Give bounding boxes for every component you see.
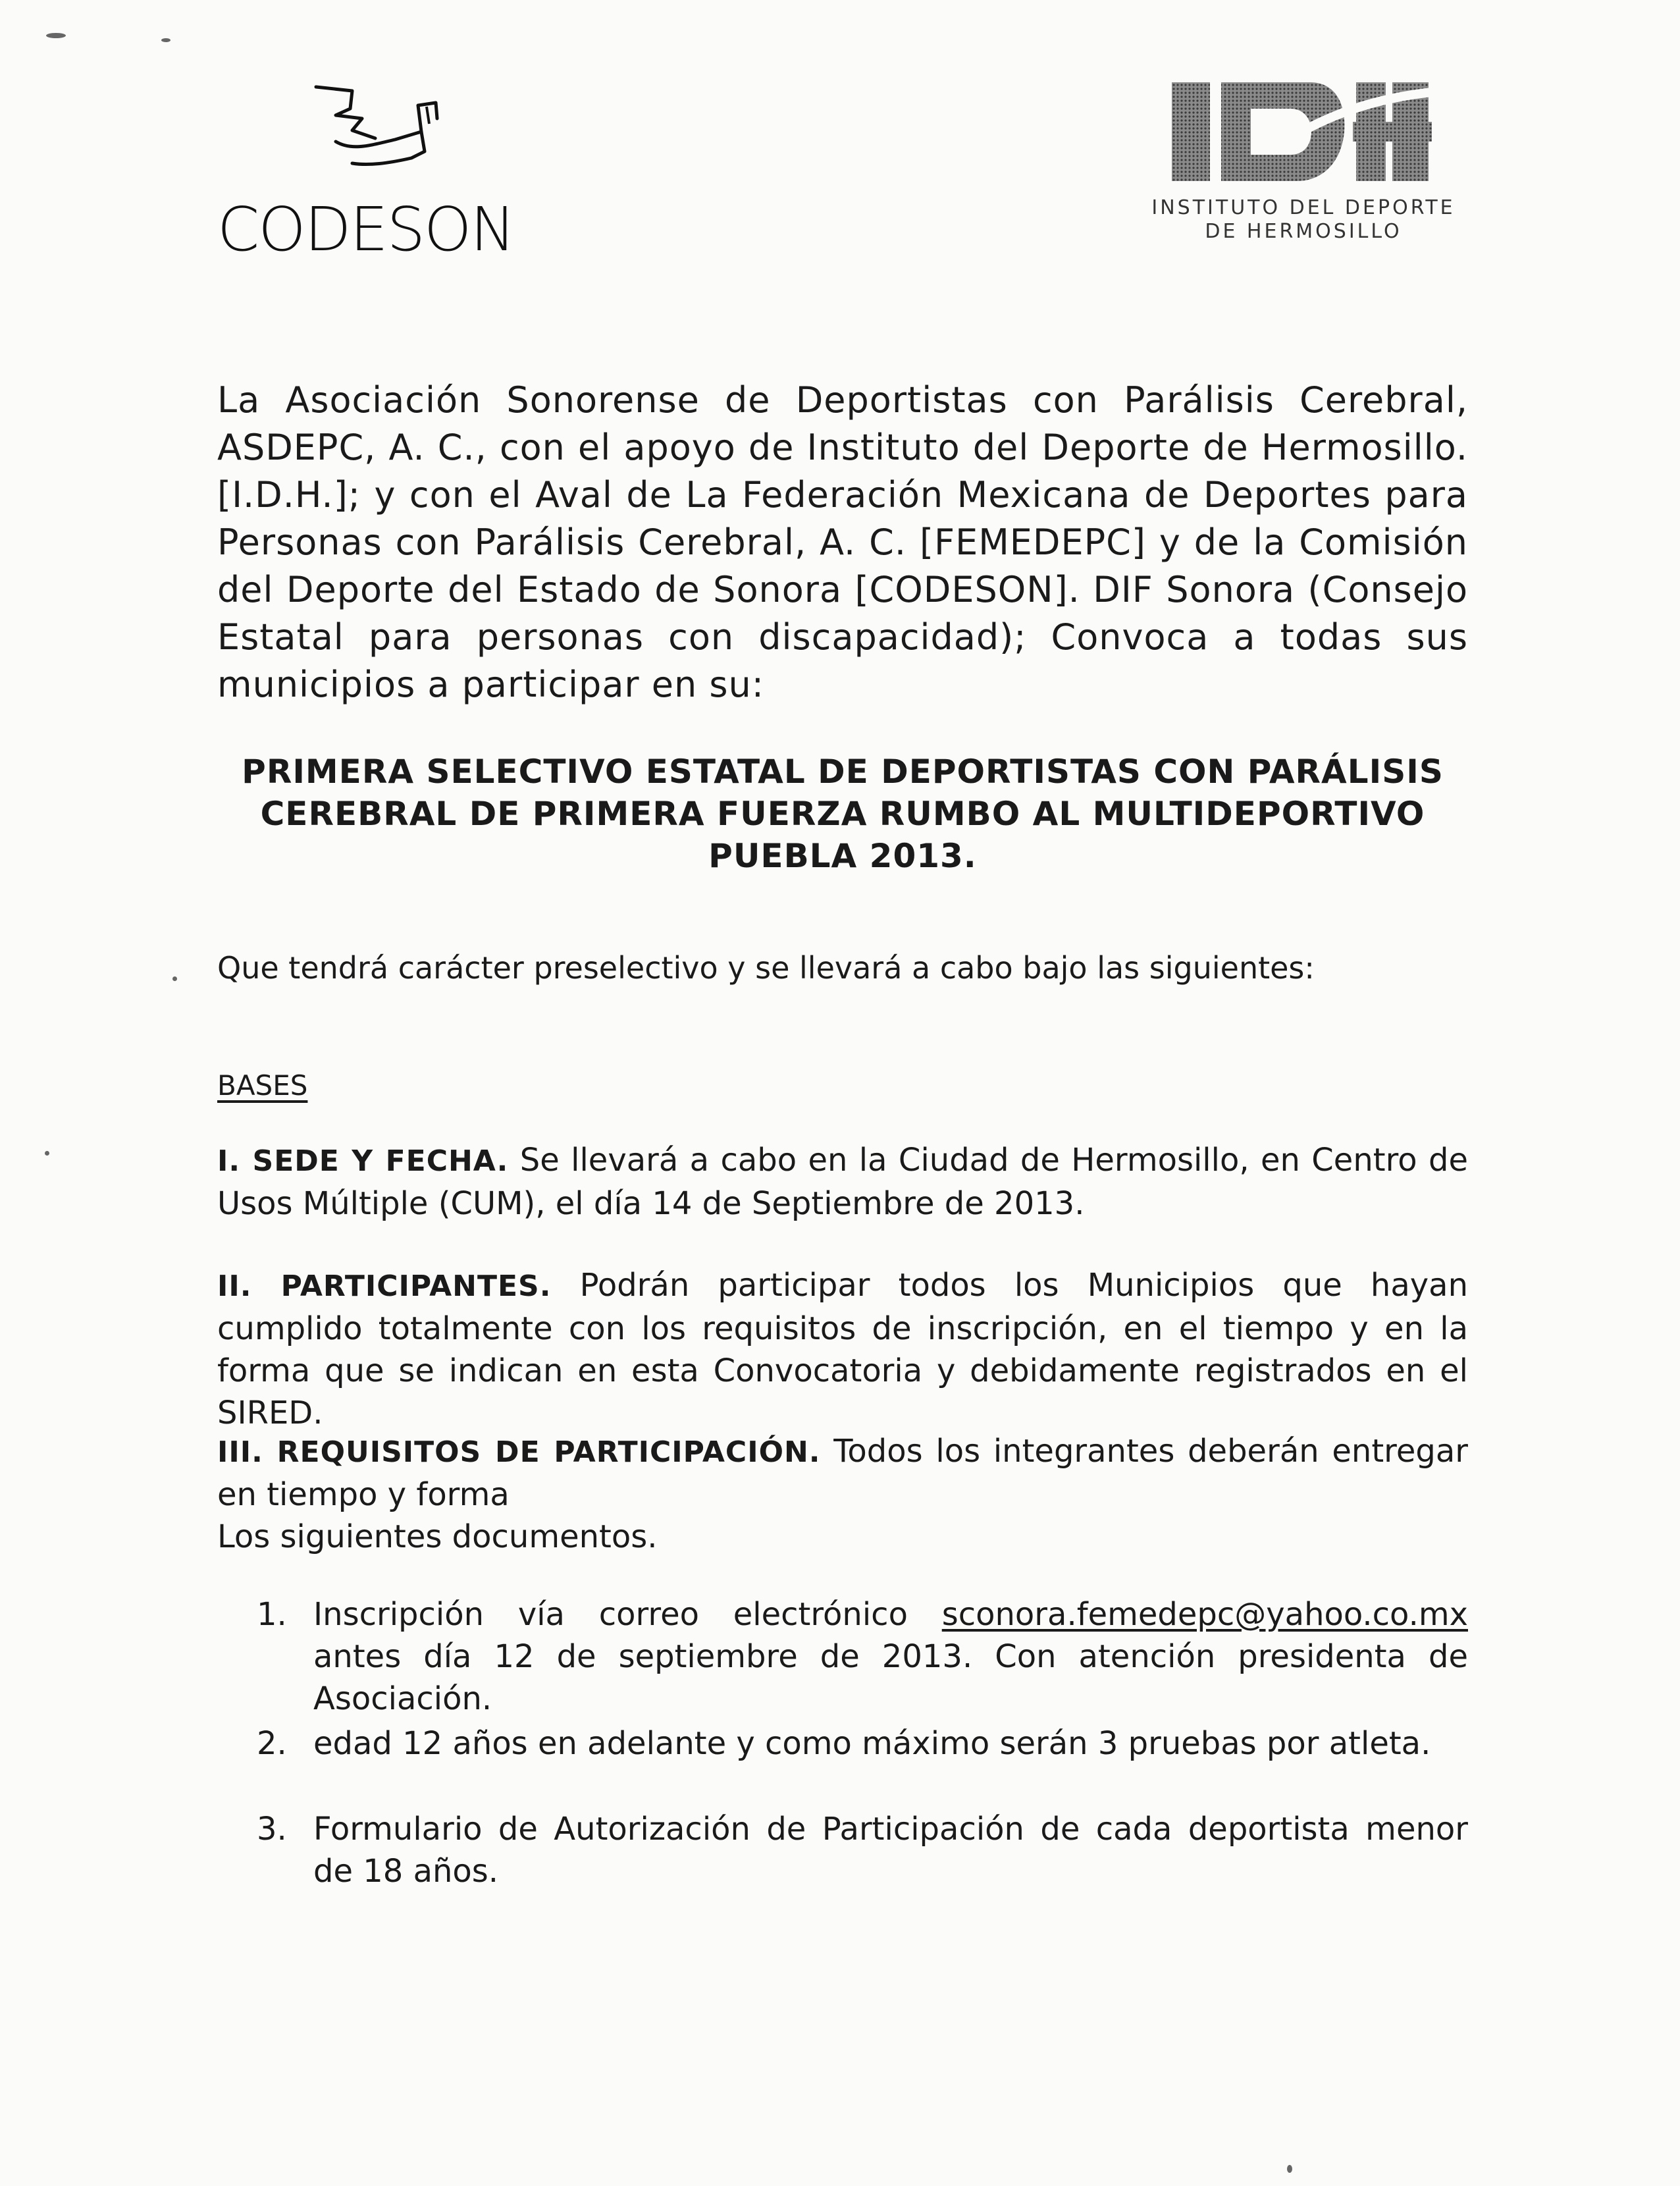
event-title-line-2: CEREBRAL DE PRIMERA FUERZA RUMBO AL MULTIDEPORTIVO: [260, 795, 1425, 833]
list-item-text-before: Inscripción vía correo electrónico: [313, 1596, 942, 1633]
list-item-text-after: antes día 12 de septiembre de 2013. Con atención presidenta de Asociación.: [313, 1638, 1468, 1717]
section-requisitos: [217, 1430, 1468, 1558]
scan-speck: [161, 38, 171, 42]
section-text: Podrán participar todos los Municipios que hayan cumplido totalmente con los requisitos de inscripción, en el tiempo y en la forma que se indican en esta Convocatoria y debidamente registrados en el SIRED.: [217, 1267, 1468, 1431]
intro-paragraph: La Asociación Sonorense de Deportistas con Parálisis Cerebral, ASDEPC, A. C., con el apoyo de Instituto del Deporte de Hermosillo. [I.D.H.]; y con el Aval de La Federación Mexicana de Deportes para Personas con Parálisis Cerebral, A. C. [FEMEDEPC] y de la Comisión del Deporte del Estado de Sonora [CODESON]. DIF Sonora (Consejo Estatal para personas con discapacidad); Convoca a todas sus municipios a participar en su:: [217, 379, 1468, 705]
section-participantes: [217, 1264, 1468, 1434]
preselective-note: Que tendrá carácter preselectivo y se llevará a cabo bajo las siguientes:: [217, 950, 1315, 986]
list-item-text: Formulario de Autorización de Participación de cada deportista menor de 18 años.: [313, 1811, 1468, 1890]
bases-heading: BASES: [217, 1069, 308, 1102]
list-item-text: [313, 1593, 1468, 1720]
section-label: II. PARTICIPANTES.: [217, 1269, 552, 1303]
event-title-line-1: PRIMERA SELECTIVO ESTATAL DE DEPORTISTAS CON PARÁLISIS: [242, 753, 1444, 791]
idh-logo: [1139, 79, 1468, 257]
idh-name-line-2: DE HERMOSILLO: [1205, 220, 1402, 243]
email-link[interactable]: sconora.femedepc@yahoo.co.mx: [941, 1596, 1468, 1633]
codeson-logo: [217, 79, 515, 265]
idh-monogram-icon: [1172, 79, 1435, 191]
list-item-number: 3.: [257, 1811, 287, 1848]
section-text: Se llevará a cabo en la Ciudad de Hermosillo, en Centro de Usos Múltiple (CUM), el día 14 de Septiembre de 2013.: [217, 1142, 1468, 1222]
scan-speck: [172, 976, 177, 981]
section-text: Todos los integrantes deberán entregar en tiempo y forma: [217, 1433, 1468, 1513]
codeson-wordmark: CODESON: [217, 194, 515, 265]
scan-speck: [1287, 2165, 1292, 2173]
list-item-text: edad 12 años en adelante y como máximo serán 3 pruebas por atleta.: [313, 1725, 1431, 1762]
scan-speck: [46, 33, 66, 38]
section-label: III. REQUISITOS DE PARTICIPACIÓN.: [217, 1435, 821, 1469]
idh-name-line-1: INSTITUTO DEL DEPORTE: [1151, 196, 1456, 219]
section-sede-fecha: [217, 1139, 1468, 1225]
list-item-number: 1.: [257, 1596, 287, 1633]
event-title-line-3: PUEBLA 2013.: [708, 837, 977, 875]
section-text-continued: Los siguientes documentos.: [217, 1518, 658, 1555]
codeson-emblem-icon: [290, 79, 448, 191]
event-title: [237, 751, 1448, 877]
scan-speck: [45, 1151, 49, 1156]
section-label: I. SEDE Y FECHA.: [217, 1144, 509, 1178]
list-item-number: 2.: [257, 1725, 287, 1762]
